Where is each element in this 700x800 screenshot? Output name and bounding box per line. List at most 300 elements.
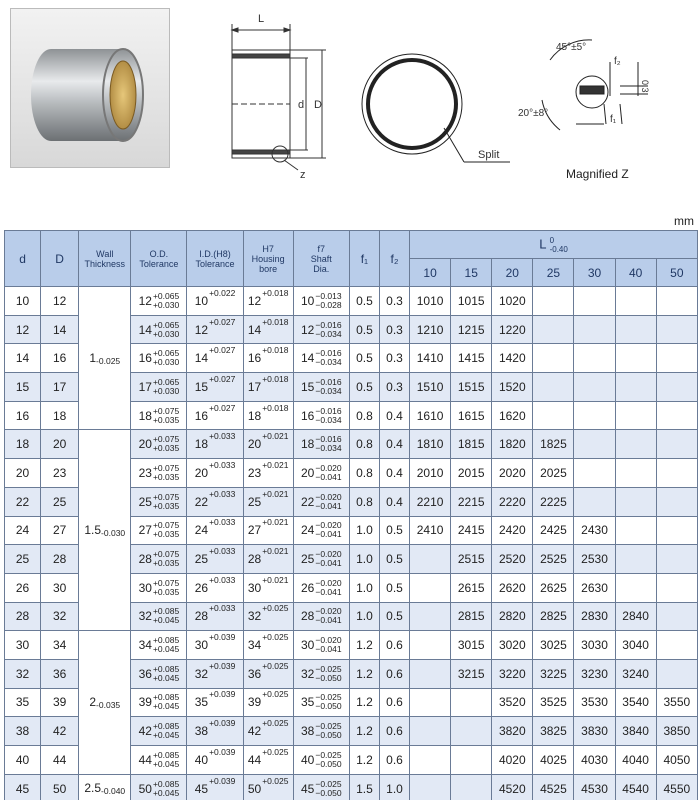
cell-part-number bbox=[615, 573, 656, 602]
cell-part-number bbox=[533, 287, 574, 316]
cell-shaft-dia: 20 −0.020 −0.041 bbox=[293, 459, 349, 488]
cell-f1: 1.2 bbox=[349, 659, 379, 688]
cell-shaft-dia: 45 −0.025 −0.050 bbox=[293, 774, 349, 800]
cell-od-tolerance: 39 +0.085 +0.045 bbox=[131, 688, 187, 717]
cell-f1: 0.5 bbox=[349, 315, 379, 344]
cell-part-number: 4025 bbox=[533, 746, 574, 775]
cell-part-number: 1510 bbox=[410, 373, 451, 402]
cell-part-number bbox=[410, 631, 451, 660]
cell-id-tolerance: 38 +0.039 bbox=[187, 717, 243, 746]
cell-part-number: 4530 bbox=[574, 774, 615, 800]
header-id-tolerance: I.D.(H8) Tolerance bbox=[187, 231, 243, 287]
cell-f2: 0.6 bbox=[379, 746, 409, 775]
cell-part-number: 1615 bbox=[451, 401, 492, 430]
cell-part-number: 3030 bbox=[574, 631, 615, 660]
cell-housing-bore: 34 +0.025 bbox=[243, 631, 293, 660]
cell-part-number bbox=[656, 659, 697, 688]
cell-housing-bore: 32 +0.025 bbox=[243, 602, 293, 631]
cell-d: 38 bbox=[5, 717, 41, 746]
cell-part-number: 2815 bbox=[451, 602, 492, 631]
cell-f1: 0.8 bbox=[349, 459, 379, 488]
cell-part-number: 1520 bbox=[492, 373, 533, 402]
cell-f1: 0.8 bbox=[349, 487, 379, 516]
header-shaft-dia: f7 Shaft Dia. bbox=[293, 231, 349, 287]
cell-part-number: 1815 bbox=[451, 430, 492, 459]
cell-part-number bbox=[410, 659, 451, 688]
cell-part-number bbox=[410, 573, 451, 602]
cell-part-number: 4040 bbox=[615, 746, 656, 775]
cell-part-number: 2010 bbox=[410, 459, 451, 488]
cell-part-number: 2020 bbox=[492, 459, 533, 488]
cell-id-tolerance: 14 +0.027 bbox=[187, 344, 243, 373]
cell-D: 18 bbox=[41, 401, 79, 430]
cell-d: 22 bbox=[5, 487, 41, 516]
f2-label: f₂ bbox=[614, 56, 621, 67]
cell-od-tolerance: 25 +0.075 +0.035 bbox=[131, 487, 187, 516]
cell-part-number: 1515 bbox=[451, 373, 492, 402]
cell-wall-thickness: 2.5-0.040 bbox=[79, 774, 131, 800]
cell-shaft-dia: 35 −0.025 −0.050 bbox=[293, 688, 349, 717]
cell-part-number bbox=[615, 545, 656, 574]
cell-wall-thickness: 2-0.035 bbox=[79, 631, 131, 774]
cell-id-tolerance: 18 +0.033 bbox=[187, 430, 243, 459]
cell-shaft-dia: 24 −0.020 −0.041 bbox=[293, 516, 349, 545]
cell-f1: 1.0 bbox=[349, 516, 379, 545]
cell-part-number bbox=[410, 602, 451, 631]
dim-L-label: L bbox=[258, 13, 265, 25]
cell-id-tolerance: 24 +0.033 bbox=[187, 516, 243, 545]
cell-part-number: 1420 bbox=[492, 344, 533, 373]
cell-housing-bore: 23 +0.021 bbox=[243, 459, 293, 488]
cell-part-number: 2825 bbox=[533, 602, 574, 631]
cell-D: 44 bbox=[41, 746, 79, 775]
cell-part-number: 2830 bbox=[574, 602, 615, 631]
cell-id-tolerance: 32 +0.039 bbox=[187, 659, 243, 688]
cell-housing-bore: 20 +0.021 bbox=[243, 430, 293, 459]
cell-part-number: 3220 bbox=[492, 659, 533, 688]
cell-part-number bbox=[574, 430, 615, 459]
cell-od-tolerance: 17 +0.065 +0.030 bbox=[131, 373, 187, 402]
header-od-tolerance: O.D. Tolerance bbox=[131, 231, 187, 287]
cell-f2: 0.4 bbox=[379, 459, 409, 488]
cell-part-number bbox=[615, 516, 656, 545]
cell-part-number: 3540 bbox=[615, 688, 656, 717]
cell-od-tolerance: 50 +0.085 +0.045 bbox=[131, 774, 187, 800]
cell-part-number: 2025 bbox=[533, 459, 574, 488]
cell-od-tolerance: 20 +0.075 +0.035 bbox=[131, 430, 187, 459]
cell-part-number bbox=[615, 430, 656, 459]
cell-id-tolerance: 25 +0.033 bbox=[187, 545, 243, 574]
cell-od-tolerance: 23 +0.075 +0.035 bbox=[131, 459, 187, 488]
cell-shaft-dia: 38 −0.025 −0.050 bbox=[293, 717, 349, 746]
cell-f2: 0.4 bbox=[379, 401, 409, 430]
cell-wall-thickness: 1-0.025 bbox=[79, 287, 131, 430]
cell-id-tolerance: 28 +0.033 bbox=[187, 602, 243, 631]
thickness-label: 0.3 bbox=[640, 80, 650, 93]
header-wall-thickness: Wall Thickness bbox=[79, 231, 131, 287]
cell-part-number bbox=[574, 373, 615, 402]
cell-part-number bbox=[410, 688, 451, 717]
cell-part-number: 3825 bbox=[533, 717, 574, 746]
cell-f1: 0.5 bbox=[349, 373, 379, 402]
dim-D-label: D bbox=[314, 99, 322, 111]
cell-f2: 0.4 bbox=[379, 430, 409, 459]
cell-part-number bbox=[656, 401, 697, 430]
cell-part-number bbox=[574, 401, 615, 430]
cell-shaft-dia: 26 −0.020 −0.041 bbox=[293, 573, 349, 602]
cell-shaft-dia: 28 −0.020 −0.041 bbox=[293, 602, 349, 631]
cell-housing-bore: 36 +0.025 bbox=[243, 659, 293, 688]
cell-part-number: 3830 bbox=[574, 717, 615, 746]
cell-f2: 0.6 bbox=[379, 688, 409, 717]
cell-part-number: 3550 bbox=[656, 688, 697, 717]
cell-part-number: 3240 bbox=[615, 659, 656, 688]
cell-part-number: 3015 bbox=[451, 631, 492, 660]
cell-d: 32 bbox=[5, 659, 41, 688]
cell-part-number: 2625 bbox=[533, 573, 574, 602]
cell-part-number bbox=[533, 373, 574, 402]
cell-part-number bbox=[615, 344, 656, 373]
cell-part-number: 1825 bbox=[533, 430, 574, 459]
cell-part-number: 2225 bbox=[533, 487, 574, 516]
cell-d: 35 bbox=[5, 688, 41, 717]
product-photo bbox=[10, 8, 170, 168]
cell-housing-bore: 27 +0.021 bbox=[243, 516, 293, 545]
cell-part-number: 2630 bbox=[574, 573, 615, 602]
cell-D: 17 bbox=[41, 373, 79, 402]
cell-f1: 1.2 bbox=[349, 688, 379, 717]
cell-part-number: 2515 bbox=[451, 545, 492, 574]
cell-f2: 0.6 bbox=[379, 717, 409, 746]
cell-od-tolerance: 16 +0.065 +0.030 bbox=[131, 344, 187, 373]
cell-part-number: 3025 bbox=[533, 631, 574, 660]
header-length-40: 40 bbox=[615, 259, 656, 287]
cell-f1: 0.5 bbox=[349, 344, 379, 373]
cell-od-tolerance: 12 +0.065 +0.030 bbox=[131, 287, 187, 316]
cell-D: 20 bbox=[41, 430, 79, 459]
cell-part-number: 1410 bbox=[410, 344, 451, 373]
cell-part-number: 2410 bbox=[410, 516, 451, 545]
cell-part-number bbox=[656, 631, 697, 660]
cell-part-number bbox=[451, 688, 492, 717]
cell-f2: 1.0 bbox=[379, 774, 409, 800]
cell-part-number: 2215 bbox=[451, 487, 492, 516]
magnified-view-drawing bbox=[542, 40, 648, 130]
cell-part-number bbox=[533, 344, 574, 373]
bushing-spec-table bbox=[4, 230, 698, 800]
cell-shaft-dia: 25 −0.020 −0.041 bbox=[293, 545, 349, 574]
cell-d: 15 bbox=[5, 373, 41, 402]
cell-id-tolerance: 10 +0.022 bbox=[187, 287, 243, 316]
cell-shaft-dia: 10 −0.013 −0.028 bbox=[293, 287, 349, 316]
cell-D: 12 bbox=[41, 287, 79, 316]
cell-housing-bore: 16 +0.018 bbox=[243, 344, 293, 373]
cell-part-number: 3820 bbox=[492, 717, 533, 746]
cell-od-tolerance: 32 +0.085 +0.045 bbox=[131, 602, 187, 631]
cell-part-number bbox=[410, 774, 451, 800]
cell-part-number bbox=[574, 459, 615, 488]
cell-d: 30 bbox=[5, 631, 41, 660]
cell-D: 36 bbox=[41, 659, 79, 688]
cell-part-number: 3215 bbox=[451, 659, 492, 688]
cell-shaft-dia: 18 −0.016 −0.034 bbox=[293, 430, 349, 459]
header-length: L 0 -0.40 bbox=[410, 231, 698, 259]
cell-housing-bore: 17 +0.018 bbox=[243, 373, 293, 402]
cell-housing-bore: 14 +0.018 bbox=[243, 315, 293, 344]
cell-shaft-dia: 40 −0.025 −0.050 bbox=[293, 746, 349, 775]
cell-housing-bore: 25 +0.021 bbox=[243, 487, 293, 516]
header-length-20: 20 bbox=[492, 259, 533, 287]
cell-part-number: 4550 bbox=[656, 774, 697, 800]
cell-part-number: 4540 bbox=[615, 774, 656, 800]
cell-part-number bbox=[533, 315, 574, 344]
cell-part-number bbox=[410, 746, 451, 775]
cell-part-number: 2820 bbox=[492, 602, 533, 631]
cell-part-number: 2840 bbox=[615, 602, 656, 631]
cell-part-number bbox=[574, 287, 615, 316]
cell-housing-bore: 42 +0.025 bbox=[243, 717, 293, 746]
cell-id-tolerance: 12 +0.027 bbox=[187, 315, 243, 344]
cell-D: 42 bbox=[41, 717, 79, 746]
cell-D: 30 bbox=[41, 573, 79, 602]
cell-part-number bbox=[615, 401, 656, 430]
cell-od-tolerance: 44 +0.085 +0.045 bbox=[131, 746, 187, 775]
cell-f1: 0.5 bbox=[349, 287, 379, 316]
cell-part-number: 2220 bbox=[492, 487, 533, 516]
cell-f2: 0.3 bbox=[379, 287, 409, 316]
cell-f2: 0.5 bbox=[379, 545, 409, 574]
cell-part-number bbox=[656, 573, 697, 602]
bushing-image bbox=[11, 9, 169, 167]
cell-part-number bbox=[410, 717, 451, 746]
header-length-10: 10 bbox=[410, 259, 451, 287]
cell-part-number: 4520 bbox=[492, 774, 533, 800]
cell-shaft-dia: 16 −0.016 −0.034 bbox=[293, 401, 349, 430]
cell-d: 40 bbox=[5, 746, 41, 775]
technical-drawings bbox=[180, 0, 700, 200]
cell-f1: 1.0 bbox=[349, 602, 379, 631]
cell-d: 25 bbox=[5, 545, 41, 574]
cell-part-number: 2525 bbox=[533, 545, 574, 574]
cell-part-number: 2520 bbox=[492, 545, 533, 574]
cell-d: 20 bbox=[5, 459, 41, 488]
cell-id-tolerance: 30 +0.039 bbox=[187, 631, 243, 660]
side-view-drawing bbox=[232, 24, 326, 170]
unit-label: mm bbox=[674, 214, 694, 228]
cell-part-number bbox=[615, 459, 656, 488]
cell-housing-bore: 30 +0.021 bbox=[243, 573, 293, 602]
cell-part-number bbox=[615, 287, 656, 316]
header-length-50: 50 bbox=[656, 259, 697, 287]
header-D: D bbox=[41, 231, 79, 287]
f1-label: f₁ bbox=[610, 114, 617, 125]
cell-part-number bbox=[656, 516, 697, 545]
cell-part-number bbox=[656, 315, 697, 344]
cell-part-number: 3520 bbox=[492, 688, 533, 717]
cell-f1: 1.2 bbox=[349, 631, 379, 660]
cell-part-number bbox=[451, 746, 492, 775]
cell-part-number: 3230 bbox=[574, 659, 615, 688]
cell-f1: 1.0 bbox=[349, 573, 379, 602]
cell-D: 25 bbox=[41, 487, 79, 516]
cell-shaft-dia: 32 −0.025 −0.050 bbox=[293, 659, 349, 688]
header-f2: f₂ bbox=[379, 231, 409, 287]
cell-f2: 0.6 bbox=[379, 659, 409, 688]
cell-part-number: 1210 bbox=[410, 315, 451, 344]
cell-D: 28 bbox=[41, 545, 79, 574]
cell-part-number bbox=[656, 459, 697, 488]
cell-id-tolerance: 20 +0.033 bbox=[187, 459, 243, 488]
cell-housing-bore: 12 +0.018 bbox=[243, 287, 293, 316]
cell-d: 16 bbox=[5, 401, 41, 430]
cell-f2: 0.3 bbox=[379, 344, 409, 373]
magnified-label: Magnified Z bbox=[566, 167, 629, 181]
cell-d: 45 bbox=[5, 774, 41, 800]
cell-part-number: 1620 bbox=[492, 401, 533, 430]
cell-f1: 1.0 bbox=[349, 545, 379, 574]
cell-housing-bore: 28 +0.021 bbox=[243, 545, 293, 574]
cell-part-number: 4020 bbox=[492, 746, 533, 775]
cell-D: 32 bbox=[41, 602, 79, 631]
cell-id-tolerance: 26 +0.033 bbox=[187, 573, 243, 602]
cell-shaft-dia: 22 −0.020 −0.041 bbox=[293, 487, 349, 516]
cell-part-number: 1820 bbox=[492, 430, 533, 459]
table-row bbox=[5, 430, 698, 459]
angle-bottom-label: 20°±8° bbox=[518, 108, 549, 119]
cell-part-number: 3040 bbox=[615, 631, 656, 660]
cell-part-number: 2620 bbox=[492, 573, 533, 602]
cell-part-number bbox=[574, 344, 615, 373]
cell-wall-thickness: 1.5-0.030 bbox=[79, 430, 131, 631]
cell-id-tolerance: 40 +0.039 bbox=[187, 746, 243, 775]
cell-part-number bbox=[656, 373, 697, 402]
table-row bbox=[5, 287, 698, 316]
cell-shaft-dia: 30 −0.020 −0.041 bbox=[293, 631, 349, 660]
cell-part-number: 4030 bbox=[574, 746, 615, 775]
dim-d-label: d bbox=[298, 99, 305, 111]
cell-f1: 1.2 bbox=[349, 717, 379, 746]
cell-shaft-dia: 12 −0.016 −0.034 bbox=[293, 315, 349, 344]
cell-shaft-dia: 14 −0.016 −0.034 bbox=[293, 344, 349, 373]
cell-part-number: 1415 bbox=[451, 344, 492, 373]
cell-id-tolerance: 45 +0.039 bbox=[187, 774, 243, 800]
cell-od-tolerance: 34 +0.085 +0.045 bbox=[131, 631, 187, 660]
cell-f2: 0.5 bbox=[379, 602, 409, 631]
cell-d: 10 bbox=[5, 287, 41, 316]
z-label: z bbox=[300, 169, 306, 181]
cell-od-tolerance: 27 +0.075 +0.035 bbox=[131, 516, 187, 545]
cell-part-number bbox=[656, 545, 697, 574]
cell-part-number bbox=[656, 430, 697, 459]
header-length-30: 30 bbox=[574, 259, 615, 287]
cell-part-number bbox=[410, 545, 451, 574]
cell-d: 12 bbox=[5, 315, 41, 344]
end-view-drawing bbox=[362, 54, 510, 162]
cell-d: 28 bbox=[5, 602, 41, 631]
cell-f2: 0.5 bbox=[379, 516, 409, 545]
cell-od-tolerance: 30 +0.075 +0.035 bbox=[131, 573, 187, 602]
cell-f2: 0.6 bbox=[379, 631, 409, 660]
cell-part-number: 2615 bbox=[451, 573, 492, 602]
cell-id-tolerance: 22 +0.033 bbox=[187, 487, 243, 516]
cell-part-number: 2425 bbox=[533, 516, 574, 545]
header-d: d bbox=[5, 231, 41, 287]
cell-part-number: 2210 bbox=[410, 487, 451, 516]
cell-id-tolerance: 15 +0.027 bbox=[187, 373, 243, 402]
cell-part-number: 1215 bbox=[451, 315, 492, 344]
cell-housing-bore: 50 +0.025 bbox=[243, 774, 293, 800]
cell-housing-bore: 39 +0.025 bbox=[243, 688, 293, 717]
split-label: Split bbox=[478, 149, 500, 161]
header-length-15: 15 bbox=[451, 259, 492, 287]
cell-part-number: 2420 bbox=[492, 516, 533, 545]
cell-part-number: 1810 bbox=[410, 430, 451, 459]
cell-housing-bore: 44 +0.025 bbox=[243, 746, 293, 775]
cell-part-number: 3840 bbox=[615, 717, 656, 746]
cell-part-number bbox=[656, 602, 697, 631]
cell-f2: 0.4 bbox=[379, 487, 409, 516]
cell-part-number bbox=[533, 401, 574, 430]
cell-part-number bbox=[574, 315, 615, 344]
cell-part-number: 3850 bbox=[656, 717, 697, 746]
table-row bbox=[5, 631, 698, 660]
cell-d: 14 bbox=[5, 344, 41, 373]
cell-od-tolerance: 28 +0.075 +0.035 bbox=[131, 545, 187, 574]
cell-D: 34 bbox=[41, 631, 79, 660]
cell-part-number bbox=[574, 487, 615, 516]
cell-id-tolerance: 16 +0.027 bbox=[187, 401, 243, 430]
cell-shaft-dia: 15 −0.016 −0.034 bbox=[293, 373, 349, 402]
cell-part-number: 1610 bbox=[410, 401, 451, 430]
cell-D: 39 bbox=[41, 688, 79, 717]
angle-top-label: 45°±5° bbox=[556, 42, 587, 53]
cell-part-number: 2530 bbox=[574, 545, 615, 574]
cell-part-number bbox=[615, 315, 656, 344]
cell-part-number: 2015 bbox=[451, 459, 492, 488]
cell-id-tolerance: 35 +0.039 bbox=[187, 688, 243, 717]
cell-f1: 0.8 bbox=[349, 401, 379, 430]
cell-f2: 0.5 bbox=[379, 573, 409, 602]
cell-part-number: 1020 bbox=[492, 287, 533, 316]
cell-housing-bore: 18 +0.018 bbox=[243, 401, 293, 430]
cell-f1: 0.8 bbox=[349, 430, 379, 459]
cell-part-number: 1220 bbox=[492, 315, 533, 344]
cell-part-number: 3020 bbox=[492, 631, 533, 660]
cell-d: 26 bbox=[5, 573, 41, 602]
cell-part-number bbox=[656, 287, 697, 316]
header-length-25: 25 bbox=[533, 259, 574, 287]
cell-od-tolerance: 18 +0.075 +0.035 bbox=[131, 401, 187, 430]
cell-od-tolerance: 36 +0.085 +0.045 bbox=[131, 659, 187, 688]
cell-part-number: 3530 bbox=[574, 688, 615, 717]
cell-part-number: 3525 bbox=[533, 688, 574, 717]
cell-part-number: 4525 bbox=[533, 774, 574, 800]
cell-part-number bbox=[451, 774, 492, 800]
cell-part-number bbox=[451, 717, 492, 746]
cell-f2: 0.3 bbox=[379, 315, 409, 344]
cell-f1: 1.2 bbox=[349, 746, 379, 775]
cell-part-number: 1010 bbox=[410, 287, 451, 316]
header-housing-bore: H7 Housing bore bbox=[243, 231, 293, 287]
cell-part-number: 1015 bbox=[451, 287, 492, 316]
table-row bbox=[5, 774, 698, 800]
cell-d: 24 bbox=[5, 516, 41, 545]
cell-part-number bbox=[656, 344, 697, 373]
cell-f2: 0.3 bbox=[379, 373, 409, 402]
cell-od-tolerance: 14 +0.065 +0.030 bbox=[131, 315, 187, 344]
cell-part-number: 4050 bbox=[656, 746, 697, 775]
cell-od-tolerance: 42 +0.085 +0.045 bbox=[131, 717, 187, 746]
